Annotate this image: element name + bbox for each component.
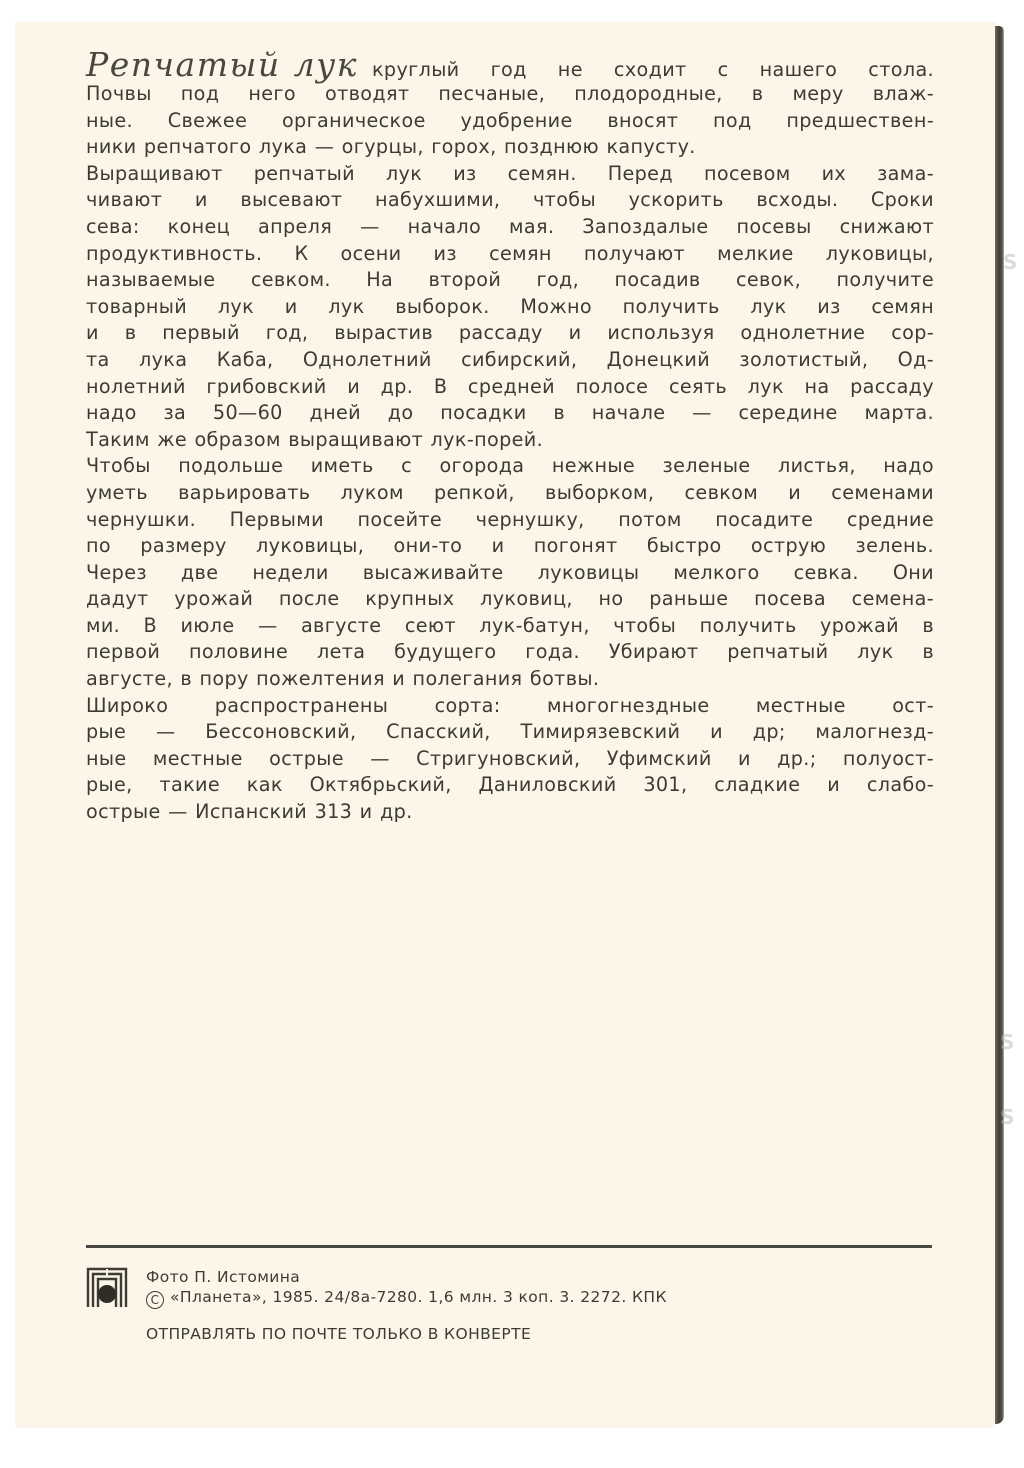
text-line: острые — Испанский 313 и др. — [86, 800, 413, 824]
text-line: товарный лук и лук выборок. Можно получить лук из семян — [86, 294, 934, 318]
text-line: чернушки. Первыми посейте чернушку, потом посадите средние — [86, 507, 934, 531]
text-line: ные местные острые — Стригуновский, Уфимский и др.; полуост- — [86, 746, 934, 770]
text-line: ники репчатого лука — огурцы, горох, позднюю капусту. — [86, 135, 696, 159]
text-line: надо за 50—60 дней до посадки в начале — середине марта. — [86, 401, 934, 425]
copyright-icon: C — [146, 1291, 164, 1309]
publisher-info: «Планета», 1985. 24/8а-7280. 1,6 млн. 3 коп. 3. 2272. КПК — [170, 1288, 667, 1306]
footer-divider — [86, 1245, 932, 1248]
text-line: Широко распространены сорта: многогнездные местные ост- — [86, 693, 934, 717]
text-line: нолетний грибовский и др. В средней полосе сеять лук на рассаду — [86, 374, 934, 398]
text-line: первой половине лета будущего года. Убирают репчатый лук в — [86, 640, 934, 664]
photo-credit: Фото П. Истомина — [146, 1268, 301, 1286]
watermark-mark: S — [1003, 250, 1019, 274]
text-line: называемые севком. На второй год, посадив севок, получите — [86, 268, 934, 292]
text-line: Таким же образом выращивают лук-порей. — [86, 427, 544, 451]
text-line: ные. Свежее органическое удобрение вносят под предшествен- — [86, 108, 934, 132]
watermark-mark: S — [1000, 1105, 1016, 1129]
article-body — [86, 45, 934, 826]
text-line: та лука Каба, Однолетний сибирский, Донецкий золотистый, Од- — [86, 347, 934, 371]
watermark-mark: S — [1000, 1030, 1016, 1054]
article-title: Репчатый лук — [86, 45, 358, 84]
text-line: и в первый год, вырастив рассаду и используя однолетние сор- — [86, 321, 934, 345]
text-line: Чтобы подольше иметь с огорода нежные зеленые листья, надо — [86, 454, 934, 478]
title-line — [86, 45, 934, 84]
text-line: рые, такие как Октябрьский, Даниловский 301, сладкие и слабо- — [86, 773, 934, 797]
planeta-publisher-logo-icon — [86, 1267, 128, 1307]
text-line: сева: конец апреля — начало мая. Запоздалые посевы снижают — [86, 214, 934, 238]
text-line: продуктивность. К осени из семян получают мелкие луковицы, — [86, 241, 934, 265]
card-edge-shadow — [995, 26, 1004, 1424]
text-line: по размеру луковицы, они-то и погонят быстро острую зелень. — [86, 534, 934, 558]
text-line: Выращивают репчатый лук из семян. Перед посевом их зама- — [86, 161, 934, 185]
mailing-notice: ОТПРАВЛЯТЬ ПО ПОЧТЕ ТОЛЬКО В КОНВЕРТЕ — [146, 1325, 532, 1343]
publisher-info-line — [146, 1288, 667, 1309]
text-line: Почвы под него отводят песчаные, плодородные, в меру влаж- — [86, 82, 934, 105]
text-line: дадут урожай после крупных луковиц, но раньше посева семена- — [86, 587, 934, 611]
text-line: августе, в пору пожелтения и полегания ботвы. — [86, 667, 600, 691]
text-line: Через две недели высаживайте луковицы мелкого севка. Они — [86, 560, 934, 584]
text-line: уметь варьировать луком репкой, выборком, севком и семенами — [86, 480, 934, 504]
title-continuation: круглый год не сходит с нашего стола. — [371, 58, 934, 81]
text-line: рые — Бессоновский, Спасский, Тимирязевский и др; малогнезд- — [86, 720, 934, 744]
text-line: ми. В июле — августе сеют лук-батун, чтобы получить урожай в — [86, 613, 934, 637]
text-line: чивают и высевают набухшими, чтобы ускорить всходы. Сроки — [86, 188, 934, 212]
